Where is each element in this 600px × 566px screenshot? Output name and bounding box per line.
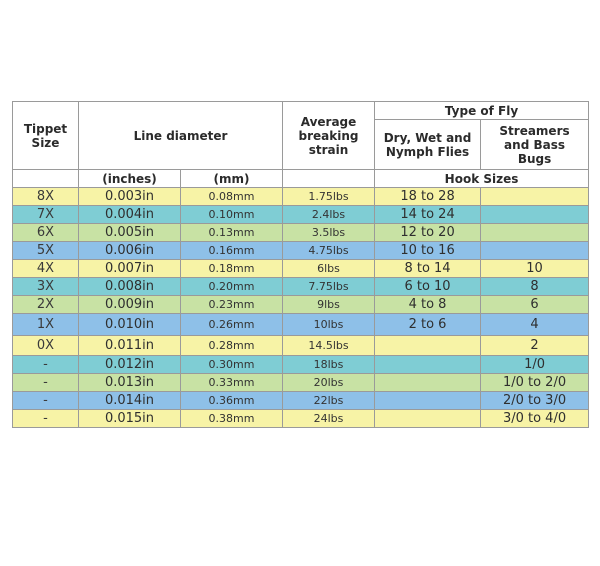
cell-breaking-strain: 2.4lbs [283,206,375,224]
cell-tippet-size: 0X [13,336,79,356]
cell-breaking-strain: 7.75lbs [283,278,375,296]
header-type-of-fly: Type of Fly [375,102,589,120]
cell-breaking-strain: 24lbs [283,410,375,428]
cell-tippet-size: 2X [13,296,79,314]
header-blank-strain [283,170,375,188]
cell-mm: 0.28mm [181,336,283,356]
cell-mm: 0.30mm [181,356,283,374]
table-row [13,392,589,410]
cell-mm: 0.10mm [181,206,283,224]
cell-tippet-size: - [13,356,79,374]
table-row [13,410,589,428]
tippet-size-chart-table [12,101,589,428]
cell-breaking-strain: 4.75lbs [283,242,375,260]
cell-tippet-size: 5X [13,242,79,260]
cell-streamer-bass-hook: 6 [481,296,589,314]
cell-dry-wet-nymph-hook: 8 to 14 [375,260,481,278]
cell-streamer-bass-hook: 3/0 to 4/0 [481,410,589,428]
table-row [13,188,589,206]
table-row [13,278,589,296]
cell-dry-wet-nymph-hook: 2 to 6 [375,314,481,336]
cell-mm: 0.13mm [181,224,283,242]
cell-inches: 0.014in [79,392,181,410]
header-line-diameter: Line diameter [79,102,283,170]
cell-breaking-strain: 6lbs [283,260,375,278]
cell-tippet-size: 6X [13,224,79,242]
header-hook-sizes: Hook Sizes [375,170,589,188]
cell-streamer-bass-hook: 1/0 to 2/0 [481,374,589,392]
cell-dry-wet-nymph-hook: 10 to 16 [375,242,481,260]
cell-dry-wet-nymph-hook [375,392,481,410]
header-tippet-size: Tippet Size [13,102,79,170]
cell-streamer-bass-hook [481,224,589,242]
cell-mm: 0.36mm [181,392,283,410]
cell-tippet-size: - [13,392,79,410]
table-row [13,296,589,314]
cell-streamer-bass-hook [481,242,589,260]
cell-breaking-strain: 1.75lbs [283,188,375,206]
table-row [13,374,589,392]
cell-mm: 0.16mm [181,242,283,260]
cell-breaking-strain: 20lbs [283,374,375,392]
cell-inches: 0.004in [79,206,181,224]
cell-tippet-size: - [13,410,79,428]
cell-inches: 0.013in [79,374,181,392]
header-row-3 [13,170,589,188]
cell-streamer-bass-hook: 10 [481,260,589,278]
cell-inches: 0.009in [79,296,181,314]
cell-dry-wet-nymph-hook: 14 to 24 [375,206,481,224]
cell-dry-wet-nymph-hook: 4 to 8 [375,296,481,314]
cell-inches: 0.012in [79,356,181,374]
cell-mm: 0.23mm [181,296,283,314]
cell-inches: 0.011in [79,336,181,356]
cell-mm: 0.20mm [181,278,283,296]
cell-dry-wet-nymph-hook: 18 to 28 [375,188,481,206]
cell-streamer-bass-hook [481,206,589,224]
table-row [13,356,589,374]
cell-breaking-strain: 10lbs [283,314,375,336]
cell-breaking-strain: 3.5lbs [283,224,375,242]
header-average-breaking-strain: Average breaking strain [283,102,375,170]
cell-breaking-strain: 14.5lbs [283,336,375,356]
cell-tippet-size: 3X [13,278,79,296]
cell-tippet-size: 8X [13,188,79,206]
cell-dry-wet-nymph-hook [375,336,481,356]
table-row [13,224,589,242]
cell-inches: 0.008in [79,278,181,296]
header-dry-wet-nymph: Dry, Wet and Nymph Flies [375,120,481,170]
cell-streamer-bass-hook: 8 [481,278,589,296]
cell-inches: 0.007in [79,260,181,278]
cell-tippet-size: 4X [13,260,79,278]
cell-tippet-size: 1X [13,314,79,336]
cell-dry-wet-nymph-hook [375,356,481,374]
table-row [13,206,589,224]
cell-streamer-bass-hook: 1/0 [481,356,589,374]
header-inches: (inches) [79,170,181,188]
cell-inches: 0.005in [79,224,181,242]
cell-dry-wet-nymph-hook [375,410,481,428]
cell-mm: 0.08mm [181,188,283,206]
table-body [13,188,589,428]
cell-tippet-size: - [13,374,79,392]
cell-dry-wet-nymph-hook: 12 to 20 [375,224,481,242]
cell-breaking-strain: 9lbs [283,296,375,314]
cell-mm: 0.26mm [181,314,283,336]
cell-tippet-size: 7X [13,206,79,224]
cell-inches: 0.010in [79,314,181,336]
header-mm: (mm) [181,170,283,188]
cell-breaking-strain: 18lbs [283,356,375,374]
header-row-1 [13,102,589,120]
cell-breaking-strain: 22lbs [283,392,375,410]
cell-streamer-bass-hook: 2/0 to 3/0 [481,392,589,410]
table-row [13,242,589,260]
header-blank [13,170,79,188]
cell-dry-wet-nymph-hook: 6 to 10 [375,278,481,296]
cell-inches: 0.015in [79,410,181,428]
table-row [13,314,589,336]
header-streamers-bass: Streamers and Bass Bugs [481,120,589,170]
cell-dry-wet-nymph-hook [375,374,481,392]
table-header [13,102,589,188]
table-row [13,336,589,356]
cell-mm: 0.33mm [181,374,283,392]
cell-mm: 0.38mm [181,410,283,428]
cell-mm: 0.18mm [181,260,283,278]
table-row [13,260,589,278]
cell-streamer-bass-hook: 4 [481,314,589,336]
cell-streamer-bass-hook [481,188,589,206]
cell-inches: 0.003in [79,188,181,206]
cell-streamer-bass-hook: 2 [481,336,589,356]
cell-inches: 0.006in [79,242,181,260]
